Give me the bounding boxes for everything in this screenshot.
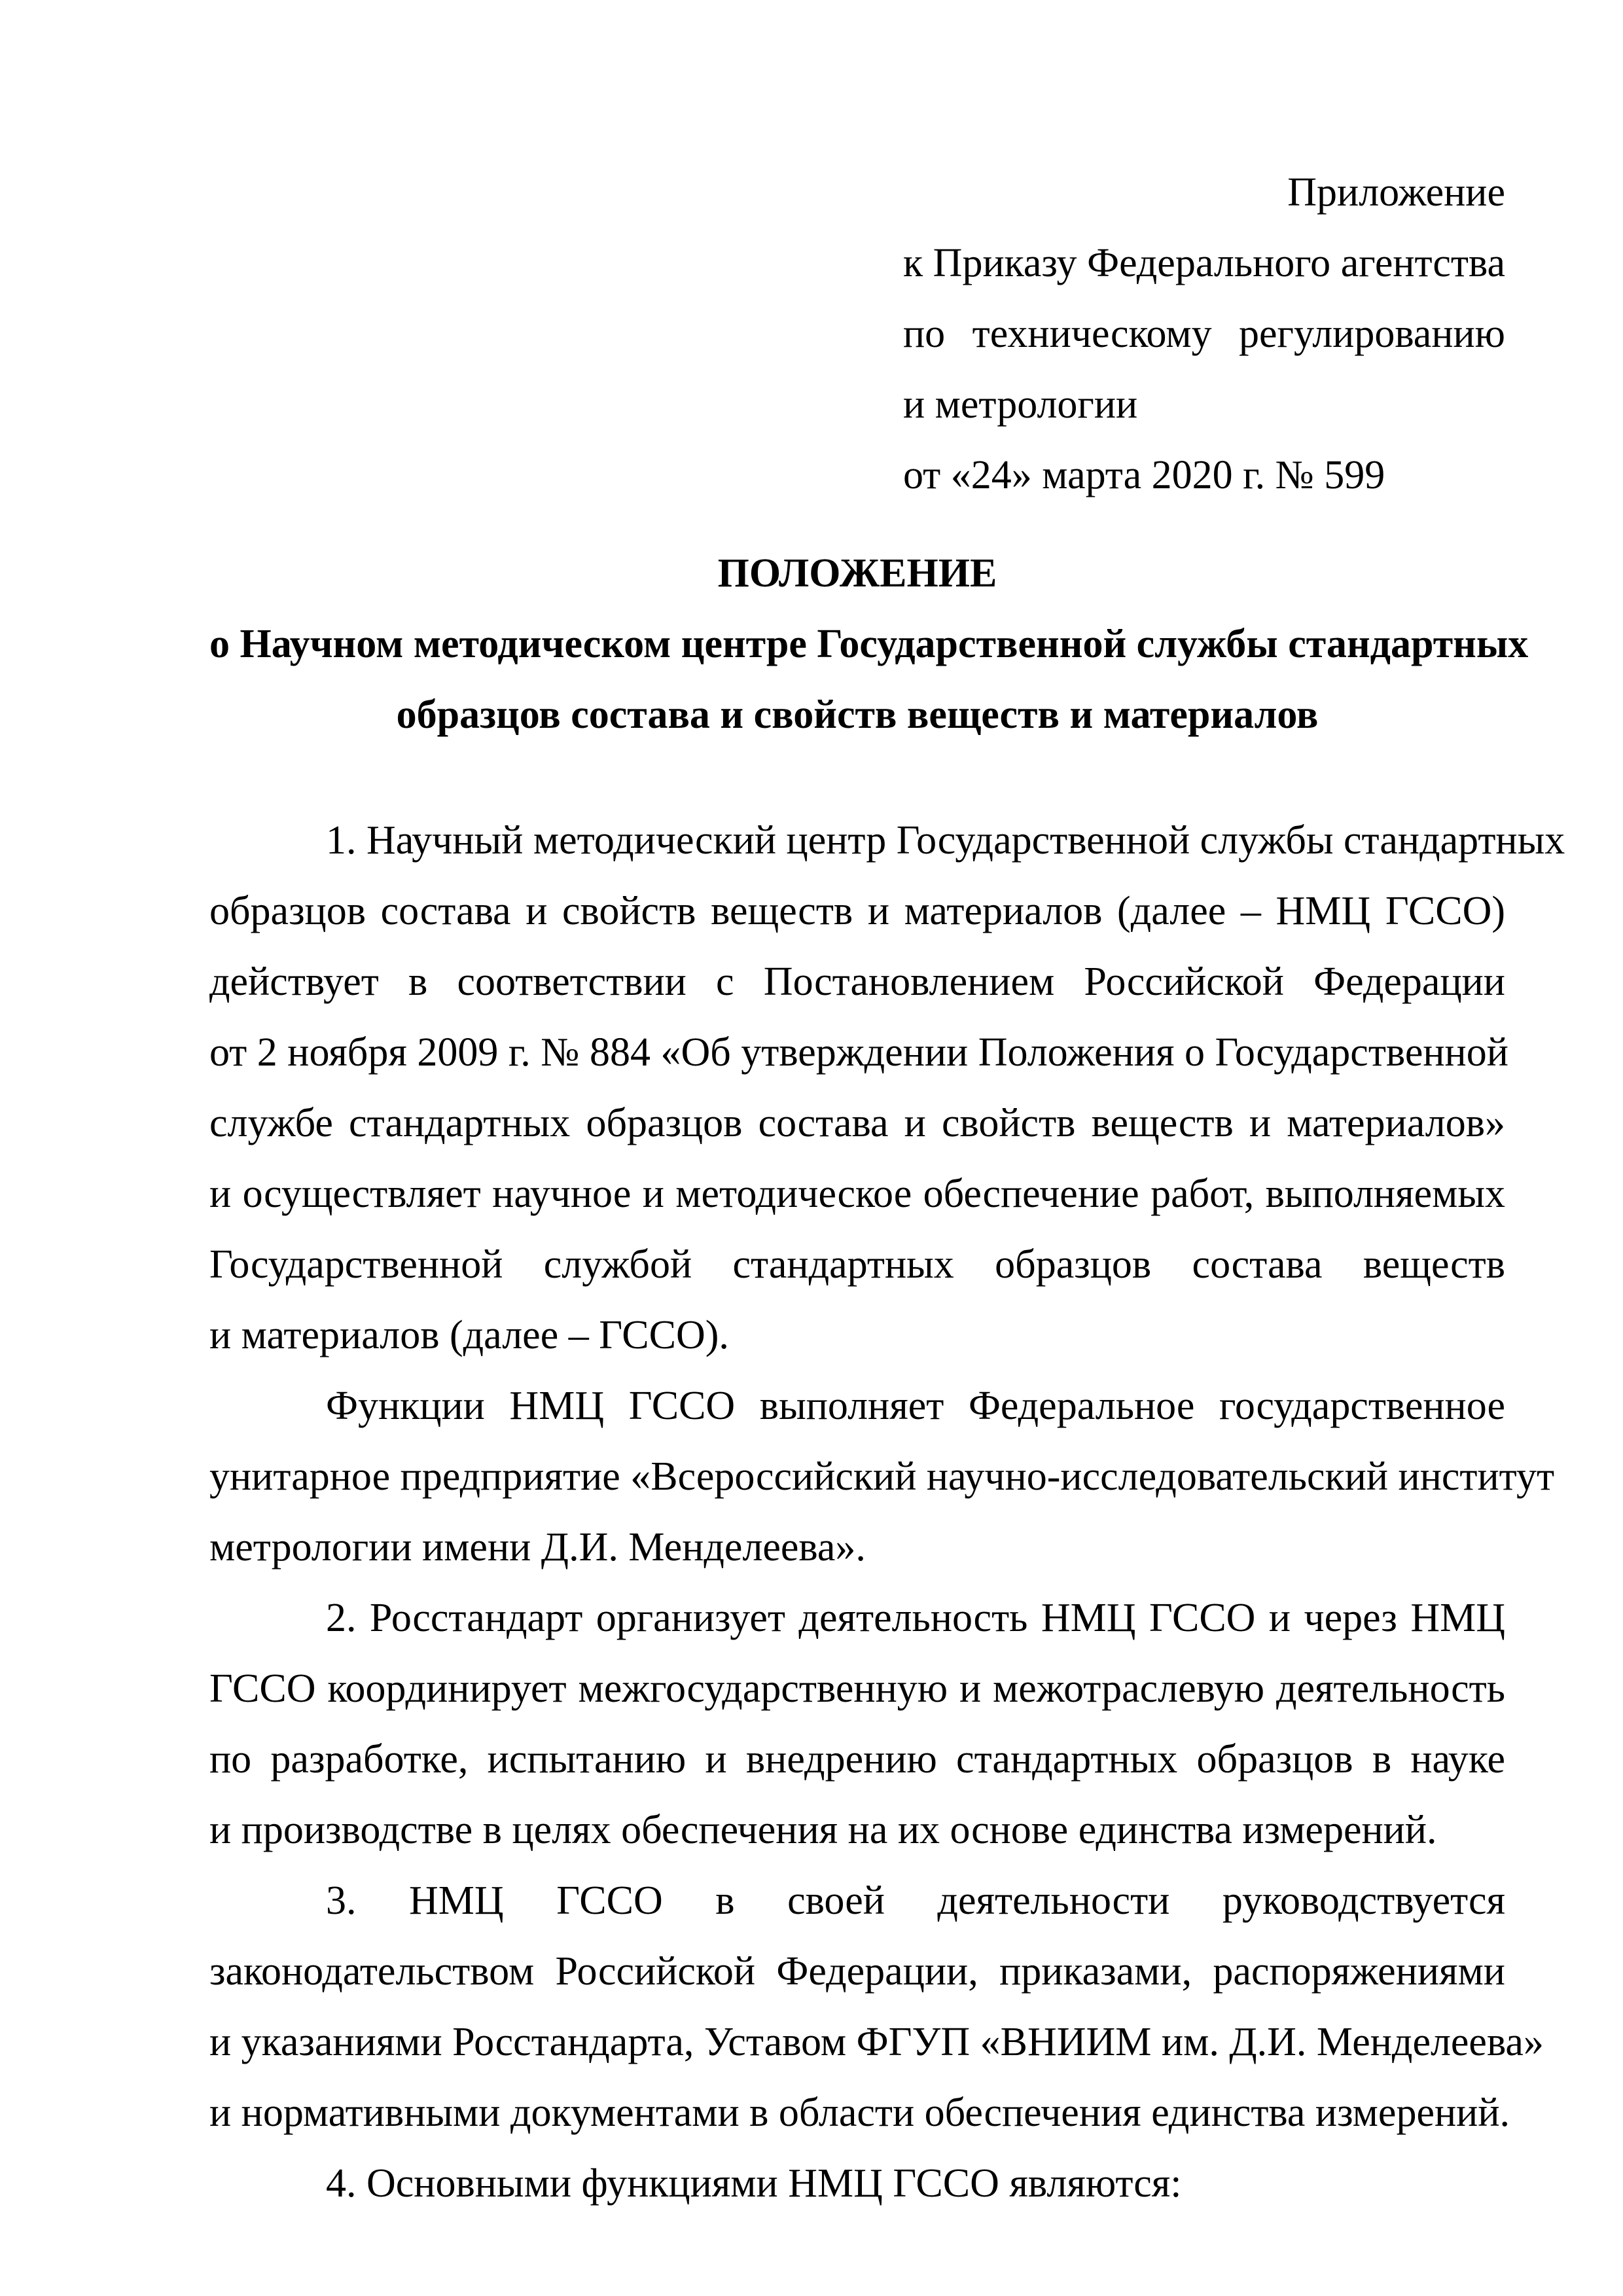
paragraph-3-line: и производстве в целях обеспечения на их основе единства измерений. bbox=[209, 1808, 1437, 1852]
paragraph-2-line: метрологии имени Д.И. Менделеева». bbox=[209, 1525, 866, 1570]
title-subtitle-line-2: образцов состава и свойств веществ и материалов bbox=[396, 692, 1319, 737]
paragraph-4-line: 3. НМЦ ГССО в своей деятельности руководствуется bbox=[326, 1878, 1505, 1923]
appendix-order-ref: к Приказу Федерального агентства bbox=[903, 241, 1505, 285]
appendix-agency-line-end: и метрологии bbox=[903, 382, 1138, 427]
title-subtitle-line-1: о Научном методическом центре Государственной службы стандартных bbox=[209, 622, 1529, 666]
paragraph-3-line: ГССО координирует межгосударственную и межотраслевую деятельность bbox=[209, 1666, 1505, 1711]
paragraph-5-line: 4. Основными функциями НМЦ ГССО являются: bbox=[326, 2161, 1182, 2206]
paragraph-1-line: Государственной службой стандартных образцов состава веществ bbox=[209, 1242, 1505, 1287]
paragraph-4-line: и указаниями Росстандарта, Уставом ФГУП «ВНИИМ им. Д.И. Менделеева» bbox=[209, 2020, 1544, 2064]
paragraph-4-line: и нормативными документами в области обеспечения единства измерений. bbox=[209, 2090, 1510, 2135]
document-title bbox=[209, 538, 1529, 750]
paragraph-1-line: и осуществляет научное и методическое обеспечение работ, выполняемых bbox=[209, 1172, 1505, 1216]
paragraph-1-line: и материалов (далее – ГССО). bbox=[209, 1313, 729, 1357]
paragraph-4-line: законодательством Российской Федерации, приказами, распоряжениями bbox=[209, 1949, 1505, 1994]
paragraph-3-line: по разработке, испытанию и внедрению стандартных образцов в науке bbox=[209, 1737, 1505, 1782]
document-body bbox=[209, 805, 1565, 2219]
paragraph-3-line: 2. Росстандарт организует деятельность НМЦ ГССО и через НМЦ bbox=[326, 1596, 1505, 1640]
paragraph-1-line: службе стандартных образцов состава и свойств веществ и материалов» bbox=[209, 1101, 1505, 1145]
appendix-label: Приложение bbox=[1287, 170, 1505, 215]
appendix-header bbox=[903, 157, 1505, 511]
paragraph-1-line: действует в соответствии с Постановлением Российской Федерации bbox=[209, 960, 1505, 1004]
appendix-order-date: от «24» марта 2020 г. № 599 bbox=[903, 453, 1385, 497]
paragraph-2-line: унитарное предприятие «Всероссийский научно-исследовательский институт bbox=[209, 1454, 1555, 1499]
paragraph-2-line: Функции НМЦ ГССО выполняет Федеральное государственное bbox=[326, 1384, 1505, 1428]
paragraph-1-line: от 2 ноября 2009 г. № 884 «Об утверждении Положения о Государственной bbox=[209, 1030, 1508, 1075]
title-heading: ПОЛОЖЕНИЕ bbox=[717, 551, 997, 596]
paragraph-1-line: образцов состава и свойств веществ и материалов (далее – НМЦ ГССО) bbox=[209, 889, 1505, 933]
paragraph-1-line: 1. Научный методический центр Государственной службы стандартных bbox=[326, 818, 1565, 863]
appendix-agency-line: по техническому регулированию bbox=[903, 312, 1505, 356]
